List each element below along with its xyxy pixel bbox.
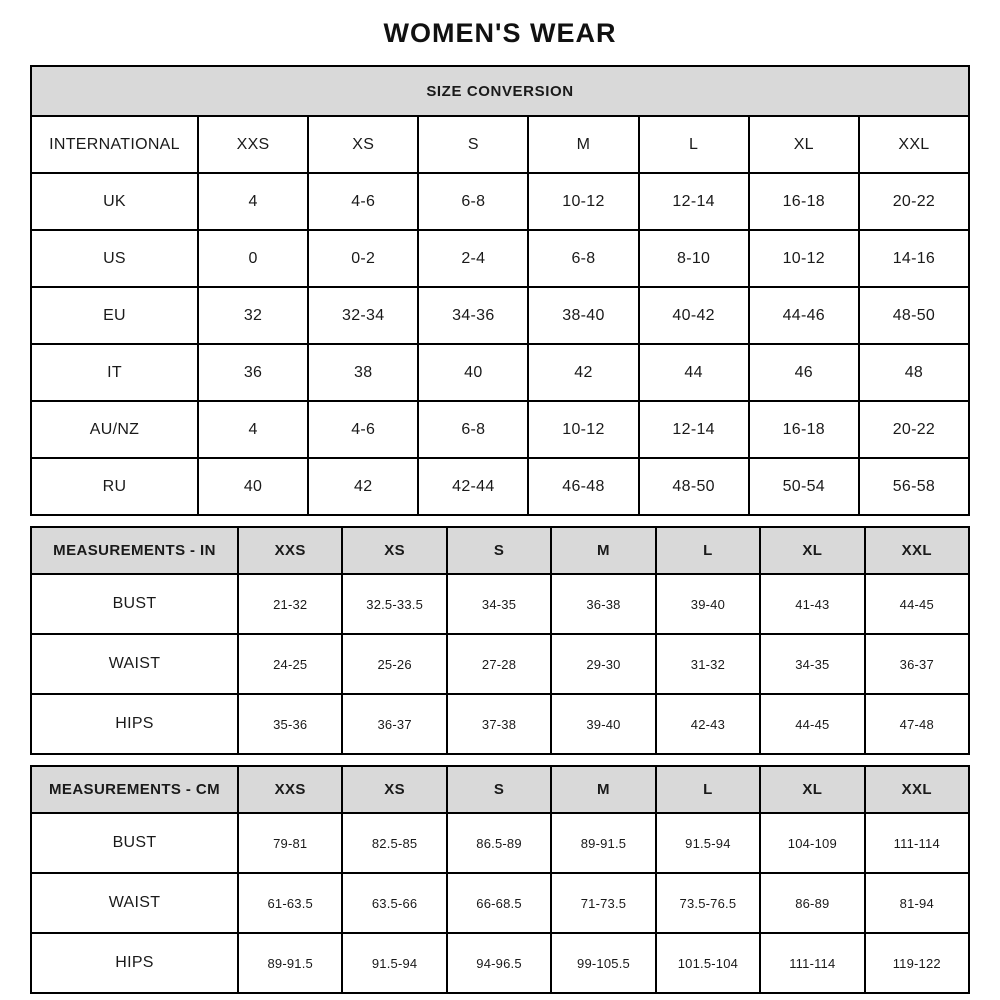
size-value-cell: 20-22 [859, 173, 969, 230]
size-value-cell: 101.5-104 [656, 933, 760, 993]
size-conversion-table [30, 65, 970, 516]
row-label: UK [31, 173, 198, 230]
table-row [31, 230, 969, 287]
size-value-cell: 4 [198, 401, 308, 458]
column-header: S [418, 116, 528, 173]
table-header-label: MEASUREMENTS - IN [31, 527, 238, 574]
size-value-cell: 4-6 [308, 173, 418, 230]
row-label: IT [31, 344, 198, 401]
size-value-cell: 50-54 [749, 458, 859, 515]
size-value-cell: 48-50 [859, 287, 969, 344]
size-value-cell: 42-44 [418, 458, 528, 515]
size-value-cell: 40 [418, 344, 528, 401]
size-value-cell: 73.5-76.5 [656, 873, 760, 933]
size-value-cell: 25-26 [342, 634, 446, 694]
column-header: L [639, 116, 749, 173]
table-row [31, 173, 969, 230]
row-label: BUST [31, 813, 238, 873]
size-value-cell: 91.5-94 [656, 813, 760, 873]
size-value-cell: 36-37 [865, 634, 969, 694]
size-value-cell: 79-81 [238, 813, 342, 873]
column-header: XXL [865, 766, 969, 813]
table-row [31, 873, 969, 933]
size-value-cell: 46 [749, 344, 859, 401]
size-value-cell: 81-94 [865, 873, 969, 933]
size-value-cell: 24-25 [238, 634, 342, 694]
row-label: HIPS [31, 694, 238, 754]
table-row [31, 401, 969, 458]
size-value-cell: 42 [308, 458, 418, 515]
column-header: M [551, 766, 655, 813]
row-label: EU [31, 287, 198, 344]
page-title: WOMEN'S WEAR [383, 18, 617, 48]
size-value-cell: 38 [308, 344, 418, 401]
table-header-row [31, 766, 969, 813]
table-row [31, 287, 969, 344]
size-value-cell: 44-46 [749, 287, 859, 344]
size-value-cell: 36 [198, 344, 308, 401]
size-value-cell: 89-91.5 [551, 813, 655, 873]
row-label: BUST [31, 574, 238, 634]
table-header-row [31, 527, 969, 574]
size-value-cell: 10-12 [749, 230, 859, 287]
size-value-cell: 39-40 [551, 694, 655, 754]
measurements-cm-table [30, 765, 970, 994]
size-value-cell: 42-43 [656, 694, 760, 754]
table-title-row [31, 66, 969, 116]
size-value-cell: 86-89 [760, 873, 864, 933]
table-row [31, 933, 969, 993]
size-value-cell: 34-36 [418, 287, 528, 344]
size-value-cell: 2-4 [418, 230, 528, 287]
table-header-label: MEASUREMENTS - CM [31, 766, 238, 813]
column-header: M [528, 116, 638, 173]
size-value-cell: 119-122 [865, 933, 969, 993]
size-value-cell: 21-32 [238, 574, 342, 634]
size-value-cell: 46-48 [528, 458, 638, 515]
size-value-cell: 61-63.5 [238, 873, 342, 933]
size-value-cell: 10-12 [528, 173, 638, 230]
size-value-cell: 32.5-33.5 [342, 574, 446, 634]
column-header: XL [760, 527, 864, 574]
size-value-cell: 66-68.5 [447, 873, 551, 933]
size-value-cell: 82.5-85 [342, 813, 446, 873]
row-label: WAIST [31, 873, 238, 933]
size-value-cell: 4-6 [308, 401, 418, 458]
column-header: XXS [198, 116, 308, 173]
size-value-cell: 8-10 [639, 230, 749, 287]
table-row [31, 694, 969, 754]
table-header-row [31, 116, 969, 173]
size-value-cell: 36-38 [551, 574, 655, 634]
row-label: AU/NZ [31, 401, 198, 458]
size-value-cell: 12-14 [639, 173, 749, 230]
size-value-cell: 39-40 [656, 574, 760, 634]
size-value-cell: 16-18 [749, 401, 859, 458]
size-value-cell: 40-42 [639, 287, 749, 344]
size-value-cell: 104-109 [760, 813, 864, 873]
column-header: S [447, 527, 551, 574]
size-value-cell: 56-58 [859, 458, 969, 515]
size-value-cell: 42 [528, 344, 638, 401]
table-header-label: INTERNATIONAL [31, 116, 198, 173]
size-value-cell: 34-35 [760, 634, 864, 694]
size-value-cell: 12-14 [639, 401, 749, 458]
size-value-cell: 71-73.5 [551, 873, 655, 933]
table-title: SIZE CONVERSION [31, 66, 969, 116]
size-value-cell: 41-43 [760, 574, 864, 634]
size-value-cell: 89-91.5 [238, 933, 342, 993]
column-header: XS [342, 527, 446, 574]
size-value-cell: 44-45 [865, 574, 969, 634]
column-header: XL [749, 116, 859, 173]
column-header: L [656, 766, 760, 813]
size-value-cell: 44-45 [760, 694, 864, 754]
size-value-cell: 27-28 [447, 634, 551, 694]
size-value-cell: 0 [198, 230, 308, 287]
row-label: RU [31, 458, 198, 515]
size-value-cell: 44 [639, 344, 749, 401]
column-header: S [447, 766, 551, 813]
size-value-cell: 10-12 [528, 401, 638, 458]
measurements-in-table [30, 526, 970, 755]
size-value-cell: 86.5-89 [447, 813, 551, 873]
size-value-cell: 38-40 [528, 287, 638, 344]
table-row [31, 813, 969, 873]
size-value-cell: 0-2 [308, 230, 418, 287]
size-value-cell: 48-50 [639, 458, 749, 515]
size-value-cell: 94-96.5 [447, 933, 551, 993]
size-value-cell: 40 [198, 458, 308, 515]
size-value-cell: 37-38 [447, 694, 551, 754]
size-value-cell: 29-30 [551, 634, 655, 694]
table-row [31, 458, 969, 515]
column-header: XXL [859, 116, 969, 173]
size-value-cell: 32-34 [308, 287, 418, 344]
column-header: XXS [238, 527, 342, 574]
size-value-cell: 32 [198, 287, 308, 344]
table-row [31, 344, 969, 401]
size-value-cell: 16-18 [749, 173, 859, 230]
size-value-cell: 6-8 [418, 401, 528, 458]
column-header: XXL [865, 527, 969, 574]
size-value-cell: 48 [859, 344, 969, 401]
size-value-cell: 14-16 [859, 230, 969, 287]
size-value-cell: 6-8 [418, 173, 528, 230]
row-label: WAIST [31, 634, 238, 694]
size-value-cell: 111-114 [760, 933, 864, 993]
row-label: HIPS [31, 933, 238, 993]
column-header: XXS [238, 766, 342, 813]
table-row [31, 634, 969, 694]
size-value-cell: 91.5-94 [342, 933, 446, 993]
size-value-cell: 6-8 [528, 230, 638, 287]
size-value-cell: 4 [198, 173, 308, 230]
column-header: L [656, 527, 760, 574]
table-row [31, 574, 969, 634]
size-value-cell: 31-32 [656, 634, 760, 694]
column-header: XL [760, 766, 864, 813]
size-value-cell: 99-105.5 [551, 933, 655, 993]
column-header: XS [342, 766, 446, 813]
column-header: M [551, 527, 655, 574]
column-header: XS [308, 116, 418, 173]
size-value-cell: 36-37 [342, 694, 446, 754]
size-value-cell: 111-114 [865, 813, 969, 873]
size-value-cell: 47-48 [865, 694, 969, 754]
size-value-cell: 63.5-66 [342, 873, 446, 933]
size-value-cell: 20-22 [859, 401, 969, 458]
row-label: US [31, 230, 198, 287]
size-value-cell: 34-35 [447, 574, 551, 634]
size-value-cell: 35-36 [238, 694, 342, 754]
